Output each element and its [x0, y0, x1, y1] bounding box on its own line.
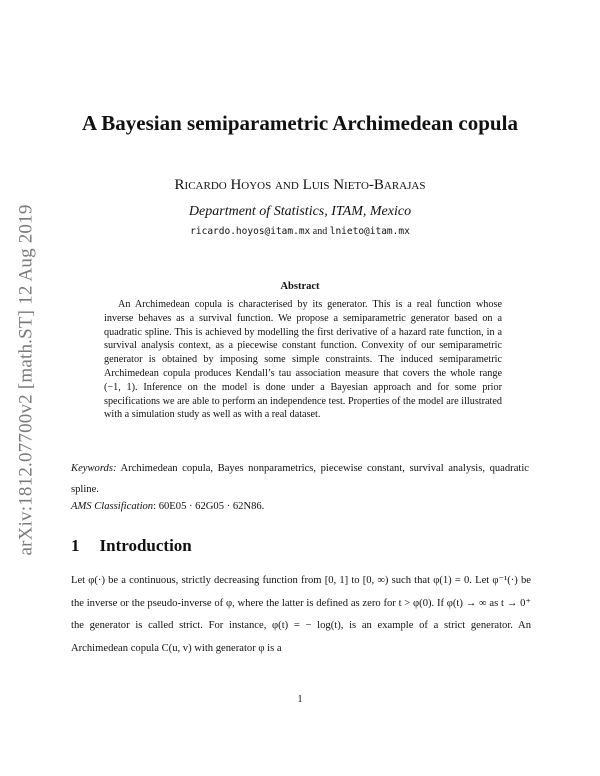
- page-number: 1: [297, 694, 303, 705]
- ams-text: : 60E05 · 62G05 · 62N86.: [153, 501, 265, 512]
- paper-title: A Bayesian semiparametric Archimedean copula: [82, 111, 518, 135]
- keywords-label: Keywords:: [71, 463, 117, 474]
- email-join: and: [312, 226, 328, 237]
- section-title: Introduction: [99, 536, 192, 555]
- abstract-text: An Archimedean copula is characterised by its generator. This is a real function whose inverse behaves as a survival function. We propose a semiparametric generator based on a quadratic spline. This is achieved by modelling the first derivative of a hazard rate function, in a survival analysis context, as a piecewise constant function. Convexity of our semiparametric generator is obtained by imposing some simple constraints. The induced semiparametric Archimedean copula produces Kendall’s tau association measure that covers the whole range (−1, 1). Inference on the model is done under a Bayesian approach and for some prior specifications we are able to perform an independence test. Properties of the model are illustrated with a simulation study as well as with a real dataset.: [104, 299, 502, 421]
- ams-classification: [71, 501, 529, 512]
- paper-affiliation: Department of Statistics, ITAM, Mexico: [188, 204, 412, 219]
- paper-emails: [70, 226, 530, 237]
- abstract-heading: Abstract: [280, 281, 320, 292]
- section-number: 1: [71, 536, 80, 555]
- arxiv-id: arXiv:1812.07700v2 [math.ST] 12 Aug 2019: [16, 204, 37, 556]
- keywords: [71, 458, 529, 500]
- email-link-1[interactable]: ricardo.hoyos@itam.mx: [190, 226, 311, 237]
- paper-authors: Ricardo Hoyos and Luis Nieto-Barajas: [174, 177, 426, 193]
- ams-label: AMS Classification: [71, 501, 154, 512]
- section-text: Let φ(·) be a continuous, strictly decreasing function from [0, 1] to [0, ∞) such that φ(1) = 0. Let φ⁻¹(·) be the inverse or the pseudo-inverse of φ, where the latter is defined as zero for t > φ(0). If φ(t) → ∞ as t → 0⁺ the generator is called strict. For instance, φ(t) = − log(t), is an example of a strict generator. An Archimedean copula C(u, v) with generator φ is a: [71, 575, 531, 654]
- section-heading: [71, 536, 192, 556]
- keywords-text: Archimedean copula, Bayes nonparametrics, piecewise constant, survival analysis, quadratic spline.: [71, 463, 529, 495]
- email-link-2[interactable]: lnieto@itam.mx: [329, 226, 410, 237]
